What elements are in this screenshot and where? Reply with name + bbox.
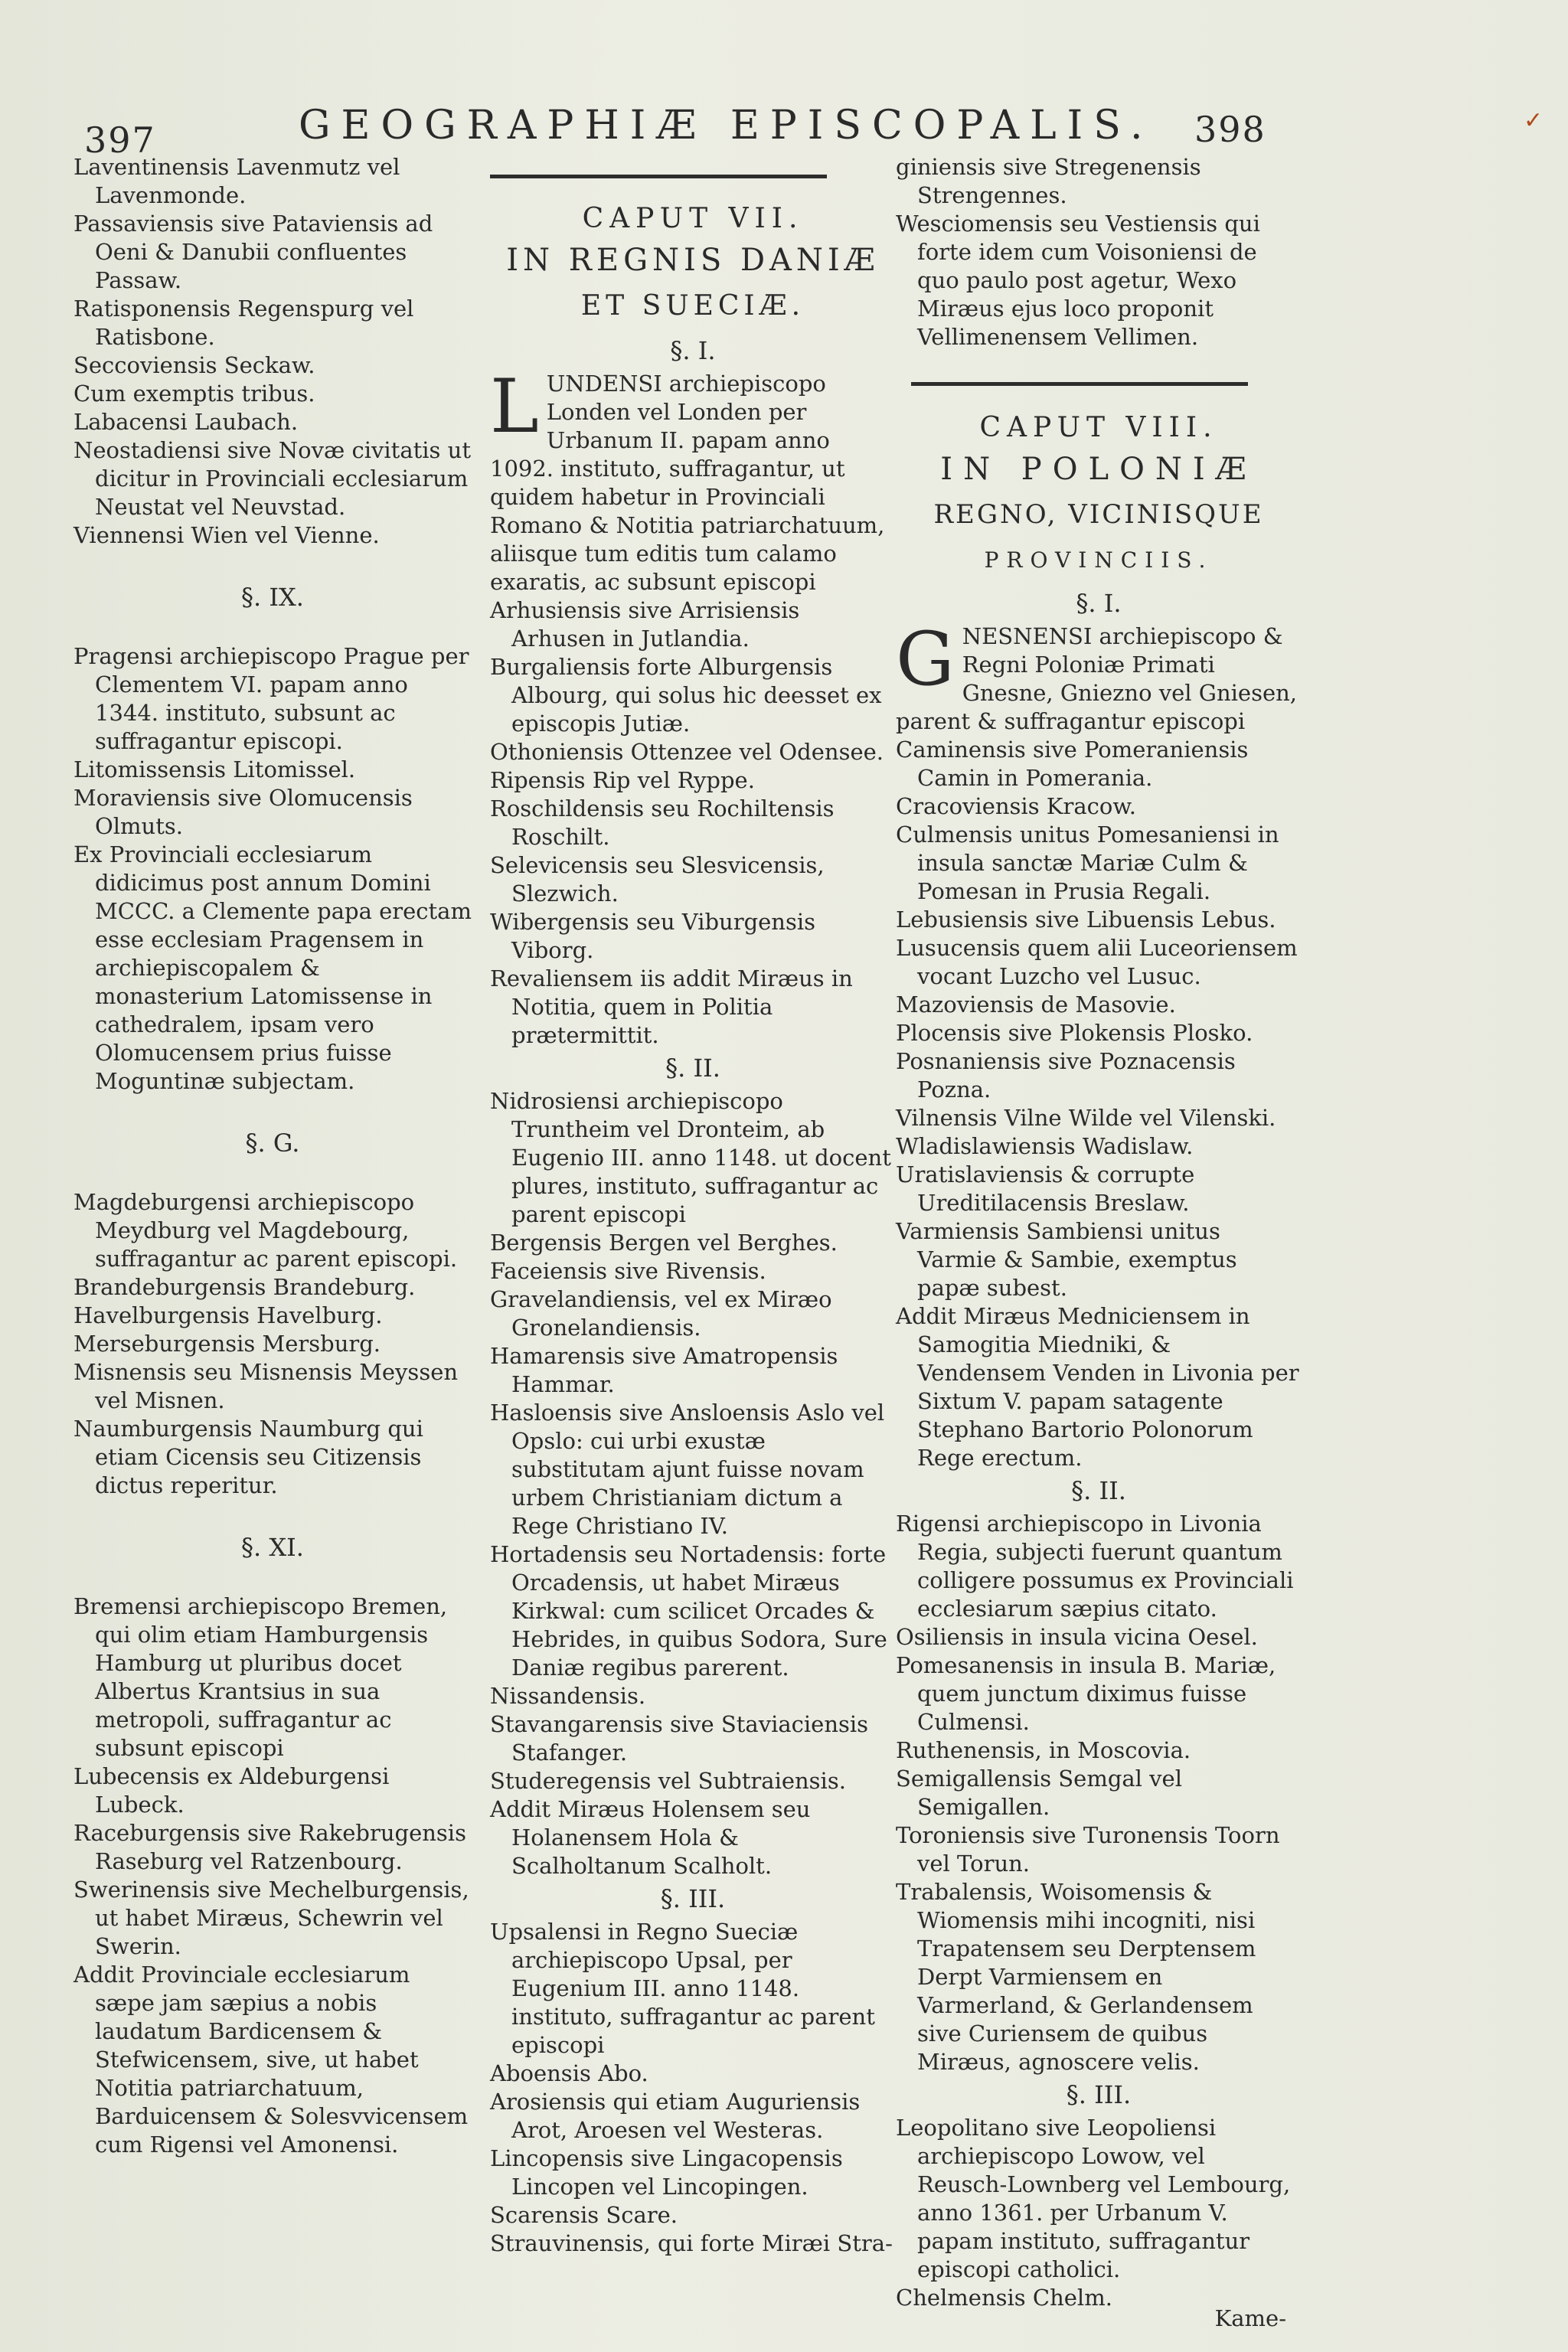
section-heading: §. G. xyxy=(245,1129,300,1158)
list-item: Viennensi Wien vel Vienne. xyxy=(74,522,380,548)
list-item: Uratislaviensis & corrupte Ureditilacensis Breslaw. xyxy=(896,1161,1195,1216)
list-item: Magdeburgensi archiepiscopo Meydburg vel Magdebourg, suffragantur ac parent episcopi. xyxy=(74,1189,458,1272)
entry-list xyxy=(896,153,1302,351)
entry-list xyxy=(74,1188,472,1500)
list-item: Vilnensis Vilne Wilde vel Vilenski. xyxy=(896,1105,1276,1131)
list-item: Pomesanensis in insula B. Mariæ, quem junctum diximus fuisse Culmensi. xyxy=(896,1652,1276,1735)
section-heading: §. XI. xyxy=(241,1533,304,1562)
column-left xyxy=(74,153,472,2159)
entry-list xyxy=(74,642,472,1096)
section-heading: §. II. xyxy=(665,1054,720,1083)
list-item: Ratisponensis Regenspurg vel Ratisbone. xyxy=(74,296,414,350)
list-item: Addit Miræus Holensem seu Holanensem Hola & Scalholtanum Scalholt. xyxy=(490,1796,811,1879)
entry-list xyxy=(490,596,896,1050)
chapter-title: IN POLONIÆ xyxy=(940,452,1257,487)
list-item: Misnensis seu Misnensis Meyssen vel Misnen. xyxy=(74,1359,459,1413)
drop-cap: G xyxy=(896,616,955,702)
page-header xyxy=(84,98,1544,161)
list-item: Neostadiensi sive Novæ civitatis ut dicitur in Provinciali ecclesiarum Neustat vel Neuvstad. xyxy=(74,437,471,520)
list-item: Pragensi archiepiscopo Prague per Clementem VI. papam anno 1344. instituto, subsunt ac suffragantur episcopi. xyxy=(74,643,469,754)
chapter-rule xyxy=(490,175,827,178)
list-item: Faceiensis sive Rivensis. xyxy=(490,1258,766,1284)
list-item: Selevicensis seu Slesvicensis, Slezwich. xyxy=(490,852,825,906)
chapter-number: CAPUT VIII. xyxy=(979,412,1218,443)
list-item: Culmensis unitus Pomesaniensi in insula sanctæ Mariæ Culm & Pomesan in Prusia Regali. xyxy=(896,822,1279,904)
list-item: Arhusiensis sive Arrisiensis Arhusen in Jutlandia. xyxy=(490,597,800,652)
list-item: Roschildensis seu Rochiltensis Roschilt. xyxy=(490,795,835,850)
entry-list xyxy=(896,1510,1302,2076)
chapter-title: REGNO, VICINISQUE xyxy=(933,499,1264,530)
list-item: Varmiensis Sambiensi unitus Varmie & Sambie, exemptus papæ subest. xyxy=(896,1218,1237,1301)
entry-list xyxy=(490,1087,896,1880)
list-item: Raceburgensis sive Rakebrugensis Raseburg vel Ratzenbourg. xyxy=(74,1820,466,1874)
list-item: Ruthenensis, in Moscovia. xyxy=(896,1737,1191,1763)
section-opening: UNDENSI archiepiscopo Londen vel Londen per Urbanum II. papam anno 1092. instituto, suffragantur, ut quidem habetur in Provinciali Romano & Notitia patriarchatuum, aliisque tum editis tum calamo exaratis, ac subsunt episcopi xyxy=(490,371,885,595)
column-middle xyxy=(490,153,896,2258)
list-item: Bergensis Bergen vel Berghes. xyxy=(490,1230,838,1256)
list-item: Passaviensis sive Pataviensis ad Oeni & Danubii confluentes Passaw. xyxy=(74,211,433,293)
list-item: Upsalensi in Regno Sueciæ archiepiscopo Upsal, per Eugenium III. anno 1148. instituto, suffragantur ac parent episcopi xyxy=(490,1919,875,2058)
list-item: Laventinensis Lavenmutz vel Lavenmonde. xyxy=(74,154,400,208)
list-item: Havelburgensis Havelburg. xyxy=(74,1302,383,1328)
list-item: Leopolitano sive Leopoliensi archiepiscopo Lowow, vel Reusch-Lownberg vel Lembourg, anno 1361. per Urbanum V. papam instituto, suffragantur episcopi catholici. xyxy=(896,2115,1291,2282)
entry-list xyxy=(490,1918,896,2258)
list-item: Cracoviensis Kracow. xyxy=(896,793,1136,819)
list-item: Ex Provinciali ecclesiarum didicimus post annum Domini MCCC. a Clemente papa erectam esse ecclesiam Pragensem in archiepiscopalem & monasterium Latomissense in cathedralem, ipsam vero Olomucensem prius fuisse Moguntinæ subjectam. xyxy=(74,841,472,1094)
list-item: Brandeburgensis Brandeburg. xyxy=(74,1274,416,1300)
list-item: Wesciomensis seu Vestiensis qui forte idem cum Voisoniensi de quo paulo post agetur, Wexo Miræus ejus loco proponit Vellimenensem Vellimen. xyxy=(896,211,1260,350)
list-item: Addit Miræus Medniciensem in Samogitia Miedniki, & Vendensem Venden in Livonia per Sixtum V. papam satagente Stephano Bartorio Polonorum Rege erectum. xyxy=(896,1303,1299,1471)
list-item: Plocensis sive Plokensis Plosko. xyxy=(896,1020,1253,1046)
list-item: Wladislawiensis Wadislaw. xyxy=(896,1133,1194,1159)
list-item: Cum exemptis tribus. xyxy=(74,381,315,407)
list-item: Seccoviensis Seckaw. xyxy=(74,352,315,378)
list-item: giniensis sive Stregenensis Strengennes. xyxy=(896,154,1201,208)
list-item: Merseburgensis Mersburg. xyxy=(74,1331,381,1357)
list-item: Litomissensis Litomissel. xyxy=(74,756,356,782)
page-mark-icon: ✓ xyxy=(1524,107,1544,134)
chapter-number: CAPUT VII. xyxy=(582,203,804,234)
list-item: Nidrosiensi archiepiscopo Truntheim vel Dronteim, ab Eugenio III. anno 1148. ut docent plures, instituto, suffragantur ac parent episcopi xyxy=(490,1088,891,1227)
list-item: Strauvinensis, qui forte Miræi Stra- xyxy=(490,2230,893,2256)
page-number-left: 397 xyxy=(84,119,156,161)
list-item: Lubecensis ex Aldeburgensi Lubeck. xyxy=(74,1763,390,1818)
list-item: Wibergensis seu Viburgensis Viborg. xyxy=(490,909,816,963)
list-item: Naumburgensis Naumburg qui etiam Cicensis seu Citizensis dictus reperitur. xyxy=(74,1416,423,1498)
list-item: Hamarensis sive Amatropensis Hammar. xyxy=(490,1343,838,1397)
list-item: Rigensi archiepiscopo in Livonia Regia, subjecti fuerunt quantum colligere possumus ex Provinciali ecclesiarum sæpius citato. xyxy=(896,1511,1294,1622)
page-number-right: 398 xyxy=(1194,109,1266,150)
section-heading: §. II. xyxy=(1071,1476,1126,1505)
drop-cap: L xyxy=(490,364,539,449)
list-item: Gravelandiensis, vel ex Miræo Gronelandiensis. xyxy=(490,1286,832,1341)
section-heading: §. I. xyxy=(670,336,716,365)
list-item: Labacensi Laubach. xyxy=(74,409,299,435)
section-heading: §. III. xyxy=(660,1884,726,1913)
entry-list xyxy=(74,153,472,550)
running-head: GEOGRAPHIÆ EPISCOPALIS. xyxy=(299,103,1154,149)
list-item: Studeregensis vel Subtraiensis. xyxy=(490,1768,846,1794)
chapter-title: PROVINCIIS. xyxy=(984,547,1214,573)
list-item: Ripensis Rip vel Ryppe. xyxy=(490,767,755,793)
entry-list xyxy=(896,2114,1302,2312)
list-item: Toroniensis sive Turonensis Toorn vel Torun. xyxy=(896,1822,1280,1877)
section-opening: NESNENSI archiepiscopo & Regni Poloniæ Primati Gnesne, Gniezno vel Gniesen, parent & suffragantur episcopi xyxy=(896,623,1298,734)
list-item: Aboensis Abo. xyxy=(490,2060,648,2086)
entry-list xyxy=(74,1592,472,2159)
list-item: Lusucensis quem alii Luceoriensem vocant Luzcho vel Lusuc. xyxy=(896,935,1298,989)
list-item: Hasloensis sive Ansloensis Aslo vel Opslo: cui urbi exustæ substitutam ajunt fuisse novam urbem Christianiam dictum a Rege Christiano IV. xyxy=(490,1400,885,1539)
entry-list xyxy=(896,736,1302,1472)
list-item: Posnaniensis sive Poznacensis Pozna. xyxy=(896,1048,1236,1102)
chapter-title: ET SUECIÆ. xyxy=(580,290,805,322)
list-item: Arosiensis qui etiam Auguriensis Arot, Aroesen vel Westeras. xyxy=(490,2089,861,2143)
chapter-title: IN REGNIS DANIÆ xyxy=(506,243,880,278)
list-item: Othoniensis Ottenzee vel Odensee. xyxy=(490,739,884,765)
list-item: Mazoviensis de Masovie. xyxy=(896,991,1176,1018)
list-item: Osiliensis in insula vicina Oesel. xyxy=(896,1624,1258,1650)
list-item: Trabalensis, Woisomensis & Wiomensis mihi incogniti, nisi Trapatensem seu Derptensem Derpt Varmiensem en Varmerland, & Gerlandensem sive Curiensem de quibus Miræus, agnoscere velis. xyxy=(896,1879,1256,2075)
list-item xyxy=(896,616,1302,736)
list-item: Bremensi archiepiscopo Bremen, qui olim etiam Hamburgensis Hamburg ut pluribus docet Albertus Krantsius in sua metropoli, suffragantur ac subsunt episcopi xyxy=(74,1593,448,1761)
list-item xyxy=(490,364,896,596)
list-item: Caminensis sive Pomeraniensis Camin in Pomerania. xyxy=(896,737,1249,791)
section-heading: §. III. xyxy=(1066,2080,1132,2109)
section-heading: §. I. xyxy=(1076,589,1122,618)
list-item: Revaliensem iis addit Miræus in Notitia, quem in Politia prætermittit. xyxy=(490,965,853,1048)
list-item: Lebusiensis sive Libuensis Lebus. xyxy=(896,906,1276,933)
list-item: Addit Provinciale ecclesiarum sæpe jam sæpius a nobis laudatum Bardicensem & Stefwicensem, sive, ut habet Notitia patriarchatuum, Barduicensem & Solesvvicensem cum Rigensi vel Amonensi. xyxy=(74,1962,469,2158)
list-item: Chelmensis Chelm. xyxy=(896,2285,1112,2311)
chapter-rule xyxy=(911,382,1248,386)
list-item: Hortadensis seu Nortadensis: forte Orcadensis, ut habet Miræus Kirkwal: cum scilicet Orcades & Hebrides, in quibus Sodora, Sure Daniæ regibus parerent. xyxy=(490,1541,887,1681)
list-item: Moraviensis sive Olomucensis Olmuts. xyxy=(74,785,413,839)
column-right xyxy=(896,153,1302,2333)
list-item: Nissandensis. xyxy=(490,1683,646,1709)
list-item: Scarensis Scare. xyxy=(490,2202,678,2228)
list-item: Burgaliensis forte Alburgensis Albourg, qui solus hic deesset ex episcopis Jutiæ. xyxy=(490,654,882,737)
list-item: Stavangarensis sive Staviaciensis Stafanger. xyxy=(490,1711,869,1766)
catchword: Kame- xyxy=(1214,2305,1286,2331)
section-heading: §. IX. xyxy=(241,583,304,612)
list-item: Semigallensis Semgal vel Semigallen. xyxy=(896,1766,1182,1820)
list-item: Swerinensis sive Mechelburgensis, ut habet Miræus, Schewrin vel Swerin. xyxy=(74,1877,469,1959)
list-item: Lincopensis sive Lingacopensis Lincopen vel Lincopingen. xyxy=(490,2145,843,2200)
